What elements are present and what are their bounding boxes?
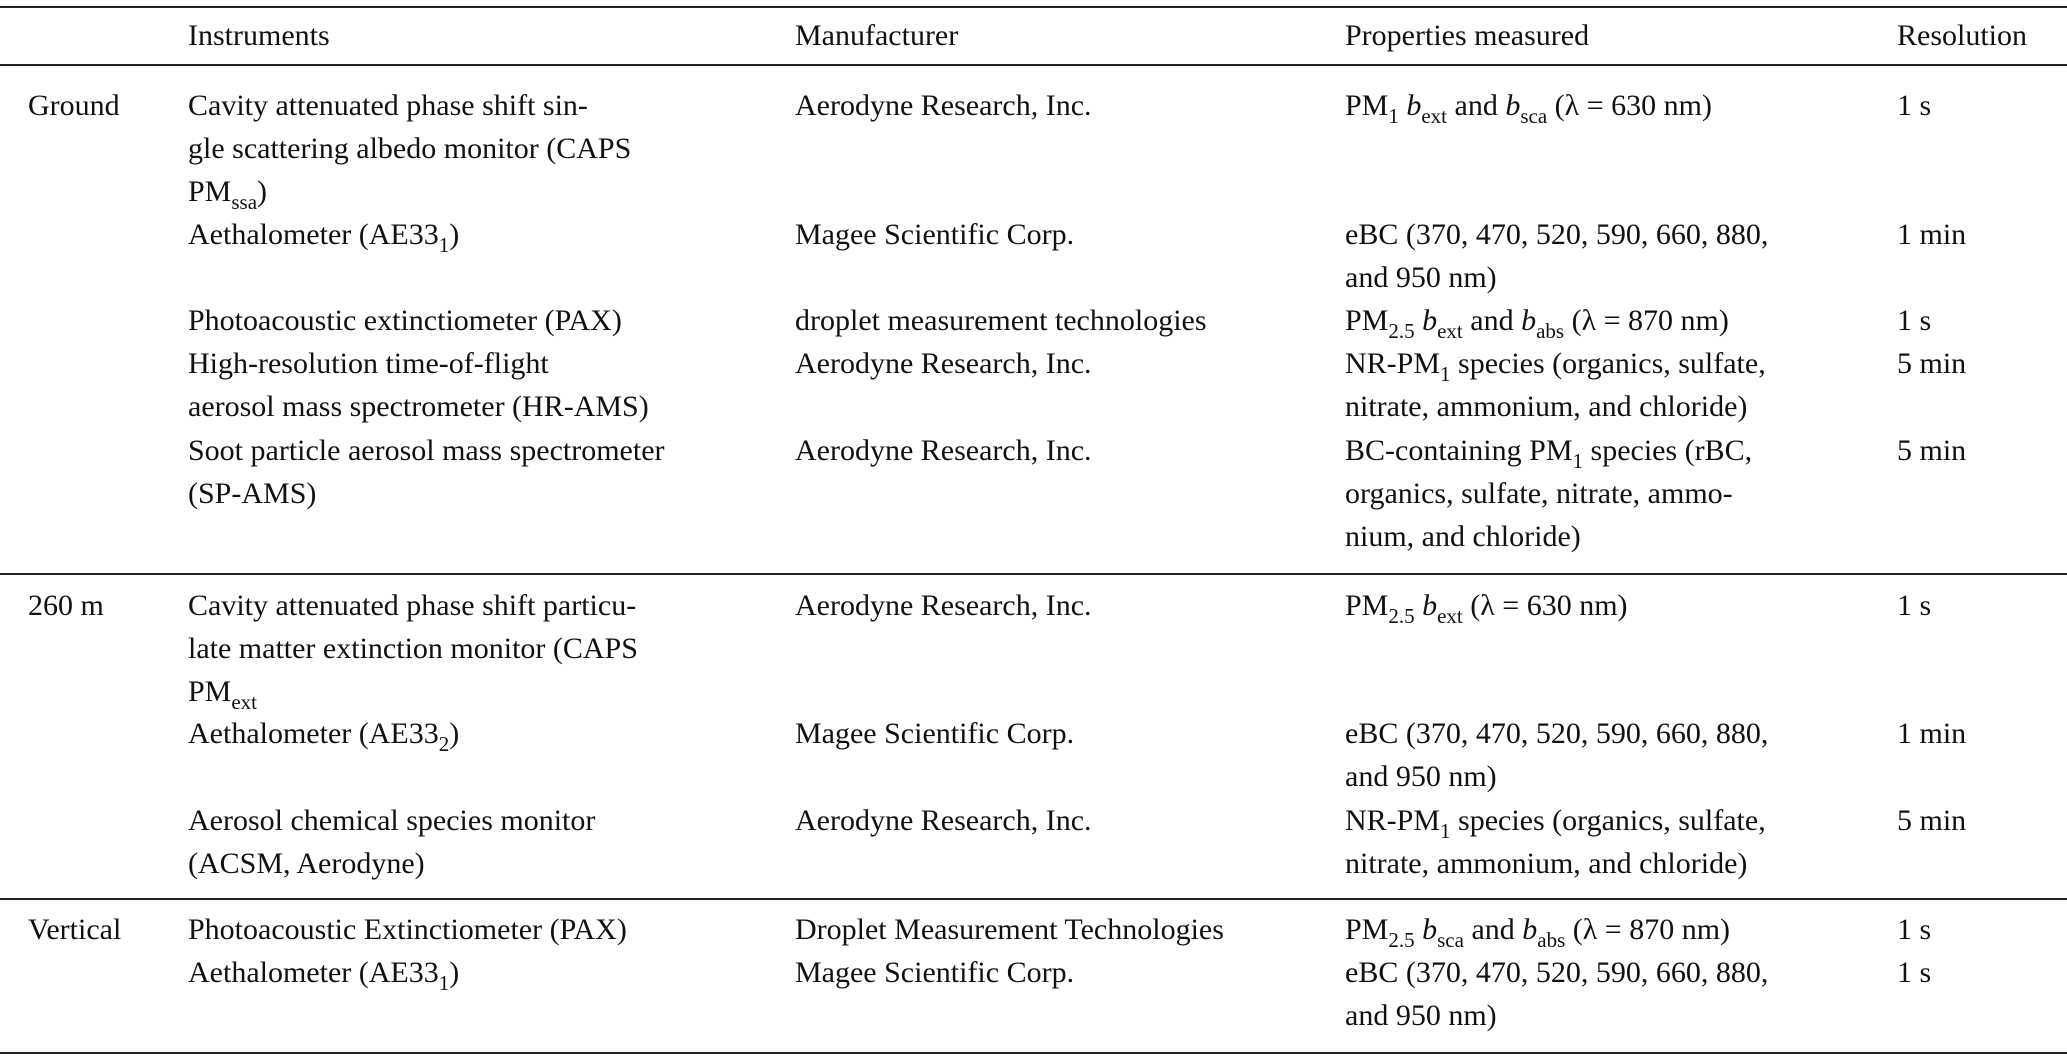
subscript: 2.5 (1388, 604, 1415, 628)
text: (λ = 870 nm) (1564, 304, 1729, 337)
table-row-8-instrument (188, 799, 595, 885)
text: Aethalometer (AE33 (188, 218, 439, 251)
property-line: organics, sulfate, nitrate, ammo- (1345, 477, 1733, 510)
table-row-2-resolution: 1 min (1897, 218, 1967, 251)
table-row-4-instrument (188, 342, 649, 428)
text: and (1462, 304, 1522, 337)
text: PM (1345, 89, 1389, 122)
subscript: 2 (438, 732, 450, 756)
text: PM (188, 675, 232, 708)
subscript: ext (1437, 319, 1463, 343)
property-line: and 950 nm) (1345, 261, 1497, 294)
subscript: 1 (438, 971, 450, 995)
instrument-line: aerosol mass spectrometer (HR-AMS) (188, 390, 649, 423)
subscript: 1 (1440, 819, 1451, 843)
group-label-ground: Ground (28, 89, 120, 122)
table-row-7-properties (1345, 712, 1768, 798)
table-row-9-manufacturer: Droplet Measurement Technologies (795, 913, 1224, 946)
header-instruments: Instruments (188, 19, 330, 52)
math-symbol: b (1422, 304, 1438, 337)
table-row-3-manufacturer: droplet measurement technologies (795, 304, 1207, 337)
instrument-line: gle scattering albedo monitor (CAPS (188, 132, 632, 165)
table-row-2-instrument (188, 213, 459, 256)
text: Aethalometer (AE33 (188, 956, 439, 989)
property-line: nium, and chloride) (1345, 520, 1581, 553)
text: PM (1345, 913, 1389, 946)
subscript: 1 (438, 233, 450, 257)
math-symbol: b (1505, 89, 1521, 122)
instrument-line: Aerosol chemical species monitor (188, 804, 596, 837)
subscript: 1 (1440, 362, 1451, 386)
property-line: nitrate, ammonium, and chloride) (1345, 390, 1748, 423)
subscript: ext (231, 690, 258, 714)
property-line: and 950 nm) (1345, 760, 1497, 793)
table-row-6-properties (1345, 584, 1628, 627)
table-row-9-instrument: Photoacoustic Extinctiometer (PAX) (188, 913, 627, 946)
table-row-9-resolution: 1 s (1897, 913, 1932, 946)
table-row-4-properties (1345, 342, 1766, 428)
subscript: 1 (1572, 449, 1584, 473)
property-line (1345, 799, 1766, 842)
group-divider-260m (0, 898, 2067, 900)
table-row-4-resolution: 5 min (1897, 347, 1967, 380)
instrument-line (188, 170, 631, 213)
table-row-6-instrument (188, 584, 638, 713)
subscript: abs (1537, 928, 1566, 952)
table-row-5-manufacturer: Aerodyne Research, Inc. (795, 434, 1092, 467)
instrument-line: (SP-AMS) (188, 477, 317, 510)
table-row-7-instrument (188, 712, 459, 755)
text: Aethalometer (AE33 (188, 717, 439, 750)
text: ) (449, 717, 460, 750)
header-manufacturer: Manufacturer (795, 19, 959, 52)
text: NR-PM (1345, 804, 1441, 837)
table-row-9-properties (1345, 908, 1730, 951)
instrument-line: Soot particle aerosol mass spectrometer (188, 434, 665, 467)
header-properties: Properties measured (1345, 19, 1590, 52)
text: ) (449, 956, 460, 989)
subscript: 2.5 (1388, 319, 1415, 343)
text: ) (449, 218, 460, 251)
subscript: sca (1437, 928, 1464, 952)
subscript: sca (1520, 104, 1548, 128)
table-row-7-manufacturer: Magee Scientific Corp. (795, 717, 1075, 750)
math-symbol: b (1522, 913, 1538, 946)
table-row-3-properties (1345, 299, 1729, 342)
instrument-line: (ACSM, Aerodyne) (188, 847, 425, 880)
instrument-line: Cavity attenuated phase shift particu- (188, 589, 637, 622)
text: NR-PM (1345, 347, 1441, 380)
property-line (1345, 342, 1766, 385)
text: (λ = 870 nm) (1565, 913, 1731, 946)
math-symbol: b (1406, 89, 1422, 122)
table-row-8-properties (1345, 799, 1766, 885)
table-row-8-manufacturer: Aerodyne Research, Inc. (795, 804, 1092, 837)
instrument-line: High-resolution time-of-flight (188, 347, 549, 380)
table-row-10-properties (1345, 951, 1768, 1037)
instrument-line: Cavity attenuated phase shift sin- (188, 89, 588, 122)
text: PM (1345, 304, 1389, 337)
table-row-7-resolution: 1 min (1897, 717, 1967, 750)
instrument-line: late matter extinction monitor (CAPS (188, 632, 638, 665)
table-row-6-resolution: 1 s (1897, 589, 1932, 622)
table-row-8-resolution: 5 min (1897, 804, 1967, 837)
group-label-260m: 260 m (28, 589, 104, 622)
math-symbol: b (1422, 589, 1438, 622)
subscript: 2.5 (1388, 928, 1415, 952)
text: species (organics, sulfate, (1450, 804, 1766, 837)
property-line: nitrate, ammonium, and chloride) (1345, 847, 1748, 880)
text: PM (188, 175, 232, 208)
property-line: eBC (370, 470, 520, 590, 660, 880, (1345, 218, 1769, 251)
table-top-rule (0, 6, 2067, 8)
table-row-2-properties (1345, 213, 1768, 299)
property-line: and 950 nm) (1345, 999, 1497, 1032)
header-rule (0, 64, 2067, 66)
text: species (rBC, (1583, 434, 1753, 467)
table-row-5-instrument (188, 429, 665, 515)
table-row-6-manufacturer: Aerodyne Research, Inc. (795, 589, 1092, 622)
instrument-line (188, 670, 638, 713)
table-row-5-resolution: 5 min (1897, 434, 1967, 467)
table-row-10-manufacturer: Magee Scientific Corp. (795, 956, 1075, 989)
table-bottom-rule (0, 1052, 2067, 1054)
text: PM (1345, 589, 1389, 622)
property-line (1345, 429, 1752, 472)
math-symbol: b (1521, 304, 1537, 337)
table-row-4-manufacturer: Aerodyne Research, Inc. (795, 347, 1092, 380)
math-symbol: b (1422, 913, 1438, 946)
subscript: ssa (231, 190, 258, 214)
text: ) (257, 175, 268, 208)
subscript: ext (1421, 104, 1448, 128)
group-divider-ground (0, 573, 2067, 575)
table-row-1-resolution: 1 s (1897, 89, 1932, 122)
table-row-2-manufacturer: Magee Scientific Corp. (795, 218, 1075, 251)
table-row-10-resolution: 1 s (1897, 956, 1932, 989)
text: species (organics, sulfate, (1450, 347, 1766, 380)
property-line: eBC (370, 470, 520, 590, 660, 880, (1345, 717, 1769, 750)
text: and (1463, 913, 1523, 946)
table-row-5-properties (1345, 429, 1752, 558)
text: (λ = 630 nm) (1462, 589, 1628, 622)
subscript: ext (1437, 604, 1463, 628)
text: BC-containing PM (1345, 434, 1573, 467)
text: (λ = 630 nm) (1547, 89, 1712, 122)
text: and (1447, 89, 1506, 122)
group-label-vertical: Vertical (28, 913, 122, 946)
table-row-1-properties (1345, 84, 1712, 127)
table-row-10-instrument (188, 951, 459, 994)
property-line: eBC (370, 470, 520, 590, 660, 880, (1345, 956, 1769, 989)
table-row-1-instrument (188, 84, 631, 213)
header-resolution: Resolution (1897, 19, 2028, 52)
table-row-3-resolution: 1 s (1897, 304, 1932, 337)
subscript: abs (1536, 319, 1565, 343)
table-row-1-manufacturer: Aerodyne Research, Inc. (795, 89, 1092, 122)
subscript: 1 (1388, 104, 1399, 128)
table-row-3-instrument: Photoacoustic extinctiometer (PAX) (188, 304, 622, 337)
